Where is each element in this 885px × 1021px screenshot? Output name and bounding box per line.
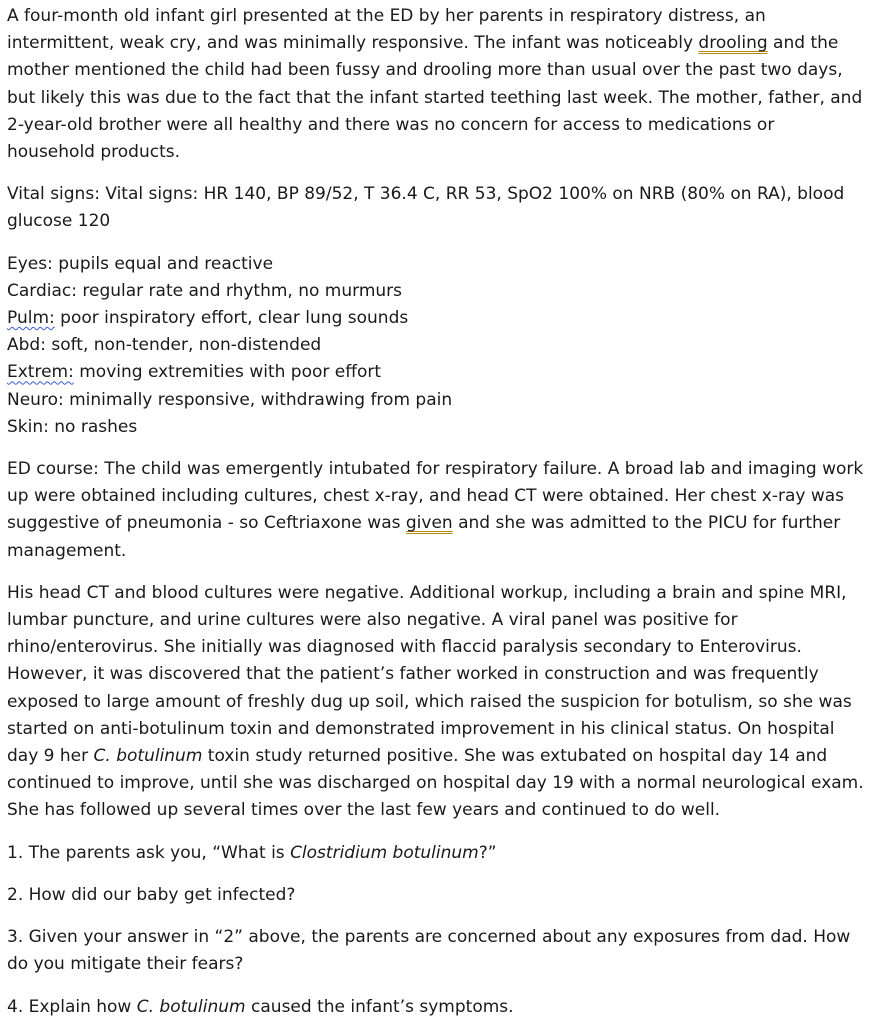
exam-line-cardiac: [7, 278, 866, 305]
question-4: [7, 994, 866, 1021]
case-intro-text: and the mother mentioned the child had been fussy and drooling more than usual over the past two days, but likely this was due to the fact that the infant started teething last week. The mother, father, and 2-year-old brother were all healthy and there was no concern for access to medications or household products.: [7, 33, 863, 163]
organism-name: C. botulinum: [93, 746, 203, 767]
case-intro-paragraph: [7, 3, 866, 166]
organism-name: Clostridium botulinum: [290, 842, 479, 863]
exam-line-skin: [7, 414, 866, 441]
ed-course-text: and she was admitted to the PICU for further management.: [7, 513, 841, 561]
exam-label: Neuro:: [7, 389, 64, 410]
exam-label: Abd:: [7, 335, 46, 356]
exam-finding: poor inspiratory effort, clear lung sounds: [54, 308, 409, 329]
exam-finding: minimally responsive, withdrawing from pain: [63, 389, 453, 410]
exam-finding: pupils equal and reactive: [52, 253, 274, 274]
question-text: 1. The parents ask you, “What is: [7, 842, 291, 863]
hospital-course-text: toxin study returned positive. She was extubated on hospital day 14 and continued to improve, until she was discharged on hospital day 19 with a normal neurological exam. She has followed up several times over the last few years and continued to do well.: [7, 746, 864, 821]
exam-line-neuro: [7, 387, 866, 414]
exam-finding: no rashes: [48, 416, 138, 437]
grammar-flagged-word[interactable]: given: [405, 513, 453, 534]
question-1: [7, 840, 866, 867]
case-intro-text: A four-month old infant girl presented at the ED by her parents in respiratory distress, an intermittent, weak cry, and was minimally responsive. The infant was noticeably: [7, 6, 766, 54]
hospital-course-text: His head CT and blood cultures were negative. Additional workup, including a brain and spine MRI, lumbar puncture, and urine cultures were also negative. A viral panel was positive for rhino/enterovirus. She initially was diagnosed with flaccid paralysis secondary to Enterovirus. However, it was discovered that the patient’s father worked in construction and was frequently exposed to large amount of freshly dug up soil, which raised the suspicion for botulism, so she was started on anti-botulinum toxin and demonstrated improvement in his clinical status. On hospital day 9 her: [7, 582, 852, 767]
exam-label: Cardiac:: [7, 280, 77, 301]
question-text: 4. Explain how: [7, 996, 137, 1017]
exam-finding: regular rate and rhythm, no murmurs: [76, 280, 403, 301]
ed-course-paragraph: [7, 456, 866, 565]
exam-line-abd: [7, 332, 866, 359]
hospital-course-paragraph: [7, 580, 866, 825]
exam-finding: soft, non-tender, non-distended: [45, 335, 322, 356]
question-3: [7, 924, 866, 978]
exam-line-extrem: [7, 359, 866, 386]
question-text: 2. How did our baby get infected?: [7, 884, 296, 905]
exam-label: Eyes:: [7, 253, 53, 274]
exam-line-eyes: [7, 251, 866, 278]
exam-finding: moving extremities with poor effort: [73, 362, 381, 383]
physical-exam-list: [7, 251, 866, 441]
exam-label: Skin:: [7, 416, 49, 437]
organism-name: C. botulinum: [136, 996, 246, 1017]
question-text: 3. Given your answer in “2” above, the parents are concerned about any exposures from dad. How do you mitigate their fears?: [7, 927, 851, 975]
question-text: caused the infant’s symptoms.: [245, 996, 514, 1017]
question-2: [7, 882, 866, 909]
spelling-flagged-word[interactable]: Extrem:: [7, 362, 74, 383]
question-text: ?”: [478, 842, 497, 863]
spelling-flagged-word[interactable]: Pulm:: [7, 308, 55, 329]
grammar-flagged-word[interactable]: drooling: [698, 33, 768, 54]
ed-course-text: ED course: The child was emergently intubated for respiratory failure. A broad lab and imaging work up were obtained including cultures, chest x-ray, and head CT were obtained. Her chest x-ray was suggestive of pneumonia - so Ceftriaxone was: [7, 459, 864, 534]
vital-signs-paragraph: Vital signs: Vital signs: HR 140, BP 89/52, T 36.4 C, RR 53, SpO2 100% on NRB (80% on RA), blood glucose 120: [7, 184, 845, 232]
exam-line-pulm: [7, 305, 866, 332]
